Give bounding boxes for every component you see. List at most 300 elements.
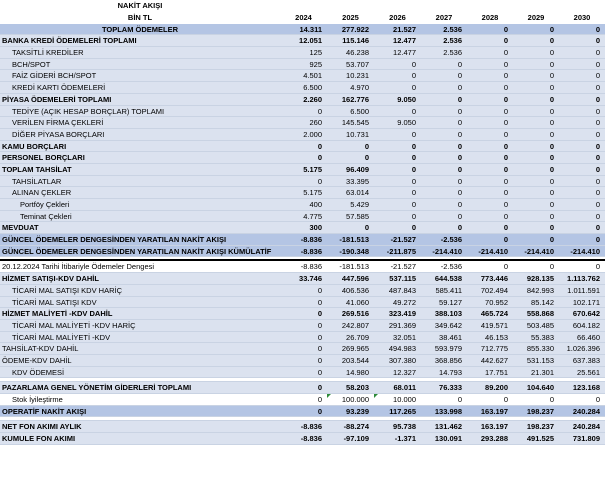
cell-value: 0 — [457, 118, 462, 128]
row-label: TİCARİ MAL SATIŞI KDV — [12, 297, 97, 307]
cell-value: 368.856 — [434, 355, 462, 365]
table-row — [0, 211, 605, 223]
cell-value: 163.197 — [480, 406, 508, 416]
row-label: DİĞER PİYASA BORÇLARI — [12, 129, 105, 139]
cell-value: 0 — [503, 24, 508, 34]
cell-value: 0 — [549, 129, 554, 139]
cell-value: 242.807 — [341, 320, 369, 330]
cell-value: 33.746 — [299, 274, 322, 284]
cell-value: 240.284 — [572, 422, 600, 432]
cell-value: 558.868 — [526, 309, 554, 319]
table-row — [0, 421, 605, 433]
cell-value: 0 — [595, 24, 600, 34]
header-title-row — [0, 0, 605, 12]
cell-value: 240.284 — [572, 406, 600, 416]
cell-value: -97.109 — [343, 434, 369, 444]
row-label: NET FON AKIMI AYLIK — [2, 422, 82, 432]
cell-value: 125 — [309, 48, 322, 58]
row-label: ALINAN ÇEKLER — [12, 188, 72, 198]
cell-value: 0 — [411, 141, 416, 151]
cell-value: 4.501 — [303, 71, 322, 81]
cell-value: 0 — [503, 83, 508, 93]
cell-value: -21.527 — [390, 235, 416, 245]
cell-value: 0 — [364, 223, 369, 233]
row-label: KREDİ KARTI ÖDEMELERİ — [12, 83, 106, 93]
cell-value: -21.527 — [390, 262, 416, 272]
cell-value: 585.411 — [435, 285, 462, 295]
cell-value: -214.410 — [570, 246, 600, 256]
row-label: FAİZ GİDERİ BCH/SPOT — [12, 71, 97, 81]
cell-value: 5.175 — [303, 188, 322, 198]
cell-value: 0 — [503, 153, 508, 163]
cell-value: 0 — [549, 395, 554, 404]
table-row — [0, 164, 605, 176]
row-label: KAMU BORÇLARI — [2, 141, 67, 151]
cell-value: -8.836 — [300, 235, 322, 245]
cell-value: 9.050 — [397, 118, 416, 128]
cell-value: 531.153 — [526, 355, 554, 365]
cell-value: 0 — [595, 200, 600, 209]
cell-value: 0 — [549, 223, 554, 233]
cell-value: 85.142 — [531, 297, 554, 307]
cell-value: 0 — [411, 188, 416, 198]
cell-value: 842.993 — [526, 285, 554, 295]
cell-value: 0 — [317, 309, 322, 319]
cell-value: 0 — [595, 235, 600, 245]
cell-value: -8.836 — [300, 246, 322, 256]
cell-value: 0 — [549, 188, 554, 198]
cell-value: 0 — [503, 59, 508, 69]
cell-value: 0 — [317, 367, 322, 377]
table-row — [0, 47, 605, 59]
cell-value: 0 — [595, 176, 600, 186]
cell-value: 0 — [595, 211, 600, 221]
cell-value: -214.410 — [478, 246, 508, 256]
cell-value: 269.516 — [341, 309, 369, 319]
cell-value: -181.513 — [339, 235, 369, 245]
cell-value: 447.596 — [341, 274, 369, 284]
cell-value: 0 — [457, 106, 462, 116]
table-row — [0, 394, 605, 406]
cell-value: 0 — [411, 83, 416, 93]
cell-value: 0 — [411, 106, 416, 116]
cell-value: -1.371 — [394, 434, 416, 444]
cell-value: 93.239 — [346, 406, 369, 416]
cell-value: 4.970 — [350, 83, 369, 93]
cell-value: 0 — [411, 176, 416, 186]
cell-value: 0 — [503, 106, 508, 116]
cell-value: 0 — [317, 395, 322, 404]
table-row — [0, 24, 605, 36]
cell-value: 0 — [457, 188, 462, 198]
cell-value: 5.429 — [350, 200, 369, 209]
cell-value: 0 — [317, 297, 322, 307]
cell-value: 406.536 — [341, 285, 369, 295]
row-label: Portföy Çekleri — [20, 200, 70, 209]
cell-value: 0 — [317, 383, 322, 393]
row-label: TİCARİ MAL MALİYETİ -KDV HARİÇ — [12, 320, 136, 330]
cell-value: 0 — [595, 153, 600, 163]
cell-value: 293.288 — [480, 434, 508, 444]
row-label: HİZMET MALİYETİ -KDV DAHİL — [2, 309, 113, 319]
cell-value: 0 — [595, 141, 600, 151]
cell-value: 38.461 — [439, 332, 462, 342]
cell-value: 14.980 — [346, 367, 369, 377]
cell-value: 773.446 — [480, 274, 508, 284]
table-row — [0, 59, 605, 71]
table-row — [0, 332, 605, 344]
cell-value: 277.922 — [341, 24, 369, 34]
cell-value: 0 — [317, 153, 322, 163]
cell-value: 731.809 — [572, 434, 600, 444]
row-label: Teminat Çekleri — [20, 211, 72, 221]
table-row — [0, 82, 605, 94]
table-row — [0, 382, 605, 394]
cell-value: 0 — [503, 164, 508, 174]
table-row — [0, 187, 605, 199]
cell-value: 494.983 — [388, 344, 416, 354]
cell-value: 21.527 — [393, 24, 416, 34]
cell-value: 0 — [549, 71, 554, 81]
row-label: PAZARLAMA GENEL YÖNETİM GİDERLERİ TOPLAMI — [2, 383, 192, 393]
table-row — [0, 273, 605, 285]
cell-value: 59.127 — [439, 297, 462, 307]
cell-value: 162.776 — [341, 94, 369, 104]
cell-value: 0 — [503, 223, 508, 233]
row-label: GÜNCEL ÖDEMELER DENGESİNDEN YARATILAN NAKİT AKIŞI — [2, 235, 227, 245]
cell-value: 49.272 — [393, 297, 416, 307]
cell-value: 0 — [317, 106, 322, 116]
table-row — [0, 106, 605, 118]
cell-value: 198.237 — [526, 406, 554, 416]
cell-value: 0 — [317, 406, 322, 416]
cell-value: 10.231 — [346, 71, 369, 81]
cell-value: 491.525 — [526, 434, 554, 444]
table-row — [0, 234, 605, 246]
cell-value: 100.000 — [327, 394, 374, 405]
cell-value: 14.793 — [439, 367, 462, 377]
cell-value: 0 — [503, 395, 508, 404]
year-header: 2027 — [435, 13, 453, 22]
unit-label: BİN TL — [127, 13, 153, 22]
row-label: GÜNCEL ÖDEMELER DENGESİNDEN YARATILAN NAKİT AKIŞI KÜMÜLATİF — [2, 246, 272, 256]
year-header: 2030 — [573, 13, 591, 22]
cell-value: 604.182 — [572, 320, 600, 330]
cell-value: 46.238 — [346, 48, 369, 58]
year-header: 2026 — [389, 13, 406, 22]
row-label: MEVDUAT — [2, 223, 39, 233]
cell-value: 702.494 — [480, 285, 508, 295]
row-label: KUMULE FON AKIMI — [2, 434, 76, 444]
cell-value: 0 — [503, 211, 508, 221]
table-row — [0, 406, 605, 418]
cell-value: 925 — [309, 59, 322, 69]
row-label: TOPLAM ÖDEMELER — [101, 24, 179, 34]
cell-value: 1.026.396 — [566, 344, 600, 354]
cell-value: 0 — [595, 59, 600, 69]
row-label: TEDİYE (AÇIK HESAP BORÇLAR) TOPLAMI — [12, 106, 165, 116]
header-year-row — [0, 12, 605, 24]
cell-value: 2.536 — [443, 48, 462, 58]
table-row — [0, 308, 605, 320]
cell-value: 323.419 — [388, 309, 416, 319]
cell-value: 0 — [549, 164, 554, 174]
cell-value: 0 — [549, 83, 554, 93]
table-row — [0, 297, 605, 309]
cell-value: 0 — [595, 395, 600, 404]
cell-value: -181.513 — [339, 262, 369, 272]
year-header: 2028 — [481, 13, 499, 22]
table-row — [0, 129, 605, 141]
cell-value: 0 — [595, 48, 600, 58]
cell-value: 0 — [457, 164, 462, 174]
cell-value: -214.410 — [524, 246, 554, 256]
cell-value: 0 — [549, 176, 554, 186]
cell-value: 145.545 — [341, 118, 369, 128]
table-row — [0, 222, 605, 234]
cell-value: 349.642 — [434, 320, 462, 330]
cell-value: 203.544 — [341, 355, 369, 365]
cell-value: 9.050 — [397, 94, 416, 104]
cell-value: 855.330 — [526, 344, 554, 354]
cell-value: 0 — [549, 94, 554, 104]
cell-value: 0 — [411, 223, 416, 233]
cell-value: 637.383 — [572, 355, 600, 365]
cell-value: 0 — [503, 36, 508, 46]
cell-value: 0 — [503, 48, 508, 58]
year-header: 2025 — [342, 13, 359, 22]
cell-value: 25.561 — [577, 367, 600, 377]
row-label: ÖDEME-KDV DAHİL — [2, 355, 72, 365]
cell-value: 0 — [457, 211, 462, 221]
cell-value: -211.875 — [386, 246, 416, 256]
cell-value: 0 — [503, 94, 508, 104]
cell-value: 0 — [549, 36, 554, 46]
cell-value: 123.168 — [572, 383, 600, 393]
cell-value: 0 — [549, 200, 554, 209]
cell-value: 2.000 — [303, 129, 322, 139]
cell-value: 0 — [317, 141, 322, 151]
cell-value: 96.409 — [346, 164, 369, 174]
cell-value: 928.135 — [526, 274, 554, 284]
cell-value: 465.724 — [480, 309, 508, 319]
cell-value: 0 — [595, 83, 600, 93]
cell-value: 0 — [457, 223, 462, 233]
cell-value: 102.171 — [572, 297, 600, 307]
cell-value: 712.775 — [480, 344, 508, 354]
cell-value: 503.485 — [526, 320, 554, 330]
table-row — [0, 355, 605, 367]
cell-value: -190.348 — [339, 246, 369, 256]
cell-value: 0 — [364, 141, 369, 151]
row-label: PİYASA ÖDEMELERİ TOPLAMI — [2, 94, 112, 104]
cell-value: 537.115 — [389, 274, 416, 284]
cell-value: 0 — [595, 106, 600, 116]
cell-value: 0 — [457, 395, 462, 404]
cell-value: 17.751 — [485, 367, 508, 377]
cell-value: 0 — [549, 59, 554, 69]
cell-value: -8.836 — [300, 262, 322, 272]
cell-value: 0 — [549, 211, 554, 221]
cell-value: 5.175 — [303, 164, 322, 174]
cell-value: 12.051 — [299, 36, 322, 46]
cell-value: 163.197 — [480, 422, 508, 432]
cell-value: 95.738 — [393, 422, 416, 432]
row-label: TAKSİTLİ KREDİLER — [12, 48, 84, 58]
table-row — [0, 152, 605, 164]
table-row — [0, 285, 605, 297]
cell-value: 0 — [549, 153, 554, 163]
table-row — [0, 261, 605, 273]
cell-value: 0 — [549, 262, 554, 272]
cell-value: 0 — [595, 262, 600, 272]
sheet-title: NAKİT AKIŞI — [117, 1, 163, 10]
cell-value: 33.395 — [346, 176, 369, 186]
cell-value: 593.979 — [434, 344, 462, 354]
cell-value: 0 — [457, 129, 462, 139]
cell-value: 0 — [549, 141, 554, 151]
cell-value: 0 — [457, 59, 462, 69]
cell-value: -2.536 — [440, 235, 462, 245]
cell-value: 0 — [317, 176, 322, 186]
cell-value: 12.477 — [393, 48, 416, 58]
cell-value: 26.709 — [346, 332, 369, 342]
cell-value: -214.410 — [432, 246, 462, 256]
table-row — [0, 176, 605, 188]
cell-value: 57.585 — [346, 211, 369, 221]
cell-value: 0 — [503, 129, 508, 139]
cell-value: 400 — [309, 200, 322, 209]
cell-value: 130.091 — [434, 434, 462, 444]
row-label: TOPLAM TAHSİLAT — [2, 164, 72, 174]
cell-value: 0 — [549, 48, 554, 58]
cell-value: 10.000 — [374, 394, 421, 405]
cell-value: -2.536 — [440, 262, 462, 272]
cell-value: 104.640 — [526, 383, 554, 393]
cell-value: 0 — [503, 71, 508, 81]
table-row — [0, 70, 605, 82]
cell-value: 0 — [595, 129, 600, 139]
cell-value: 0 — [411, 164, 416, 174]
cell-value: 133.998 — [434, 406, 462, 416]
cell-value: 131.462 — [434, 422, 462, 432]
cell-value: 21.301 — [531, 367, 554, 377]
cell-value: 0 — [595, 118, 600, 128]
cell-value: 0 — [411, 59, 416, 69]
year-header: 2024 — [295, 13, 312, 22]
cell-value: 0 — [549, 24, 554, 34]
cell-value: 0 — [317, 344, 322, 354]
cell-value: -88.274 — [343, 422, 369, 432]
cell-value: 117.265 — [389, 406, 416, 416]
cell-value: 63.014 — [346, 188, 369, 198]
cell-value: 53.707 — [346, 59, 369, 69]
table-row — [0, 433, 605, 445]
row-label: VERİLEN FİRMA ÇEKLERİ — [12, 118, 104, 128]
cell-value: 487.843 — [388, 285, 416, 295]
cell-value: 0 — [549, 118, 554, 128]
cell-value: 0 — [595, 36, 600, 46]
row-label: 20.12.2024 Tarihi İtibariyle Ödemeler Dengesi — [2, 262, 155, 272]
cell-value: 1.113.762 — [567, 274, 600, 284]
row-label: OPERATİF NAKİT AKIŞI — [2, 406, 87, 416]
cell-value: 0 — [411, 211, 416, 221]
table-body — [0, 24, 605, 445]
cell-value: 291.369 — [388, 320, 416, 330]
cell-value: 0 — [411, 200, 416, 209]
row-label: KDV ÖDEMESİ — [12, 367, 65, 377]
row-label: PERSONEL BORÇLARI — [2, 153, 85, 163]
cell-value: 6.500 — [350, 106, 369, 116]
row-label: BCH/SPOT — [12, 59, 51, 69]
cell-value: 0 — [503, 118, 508, 128]
row-label: Stok İyileştirme — [12, 395, 63, 404]
row-label: TAHSİLAT-KDV DAHİL — [2, 344, 79, 354]
cell-value: 70.952 — [485, 297, 508, 307]
cell-value: 14.311 — [299, 24, 322, 34]
cell-value: 0 — [595, 188, 600, 198]
table-row — [0, 246, 605, 258]
row-label: HİZMET SATIŞI-KDV DAHİL — [2, 274, 99, 284]
cell-value: 0 — [411, 153, 416, 163]
cell-value: 6.500 — [303, 83, 322, 93]
table-row — [0, 94, 605, 106]
cell-value: 0 — [595, 94, 600, 104]
cell-value: 0 — [457, 176, 462, 186]
cell-value: 388.103 — [434, 309, 462, 319]
cell-value: -8.836 — [300, 422, 322, 432]
cell-value: 0 — [457, 71, 462, 81]
table-row — [0, 343, 605, 355]
cell-value: 10.731 — [346, 129, 369, 139]
cell-value: 0 — [457, 200, 462, 209]
cell-value: 32.051 — [393, 332, 416, 342]
cell-value: 0 — [503, 188, 508, 198]
cell-value: -8.836 — [300, 434, 322, 444]
cell-value: 0 — [411, 71, 416, 81]
row-label: BANKA KREDİ ÖDEMELERİ TOPLAMI — [2, 36, 137, 46]
table-row — [0, 367, 605, 379]
cell-value: 0 — [364, 153, 369, 163]
cell-value: 1.011.591 — [567, 285, 600, 295]
cell-value: 307.380 — [388, 355, 416, 365]
row-label: TAHSİLATLAR — [12, 176, 62, 186]
cell-value: 0 — [549, 106, 554, 116]
cell-value: 115.146 — [342, 36, 369, 46]
table-row — [0, 117, 605, 129]
cell-value: 0 — [457, 94, 462, 104]
cell-value: 76.333 — [439, 383, 462, 393]
cell-value: 419.571 — [480, 320, 508, 330]
cell-value: 260 — [309, 118, 322, 128]
cell-value: 0 — [503, 235, 508, 245]
cell-value: 2.260 — [303, 94, 322, 104]
table-row — [0, 320, 605, 332]
cell-value: 0 — [503, 200, 508, 209]
cell-value: 0 — [411, 129, 416, 139]
cell-value: 89.200 — [485, 383, 508, 393]
cell-value: 269.965 — [341, 344, 369, 354]
cell-value: 0 — [457, 83, 462, 93]
cell-value: 55.383 — [531, 332, 554, 342]
cell-value: 41.060 — [346, 297, 369, 307]
cell-value: 0 — [503, 176, 508, 186]
cell-value: 2.536 — [443, 36, 462, 46]
cell-value: 0 — [457, 153, 462, 163]
cell-value: 0 — [595, 71, 600, 81]
cell-value: 670.642 — [572, 309, 600, 319]
cell-value: 198.237 — [526, 422, 554, 432]
